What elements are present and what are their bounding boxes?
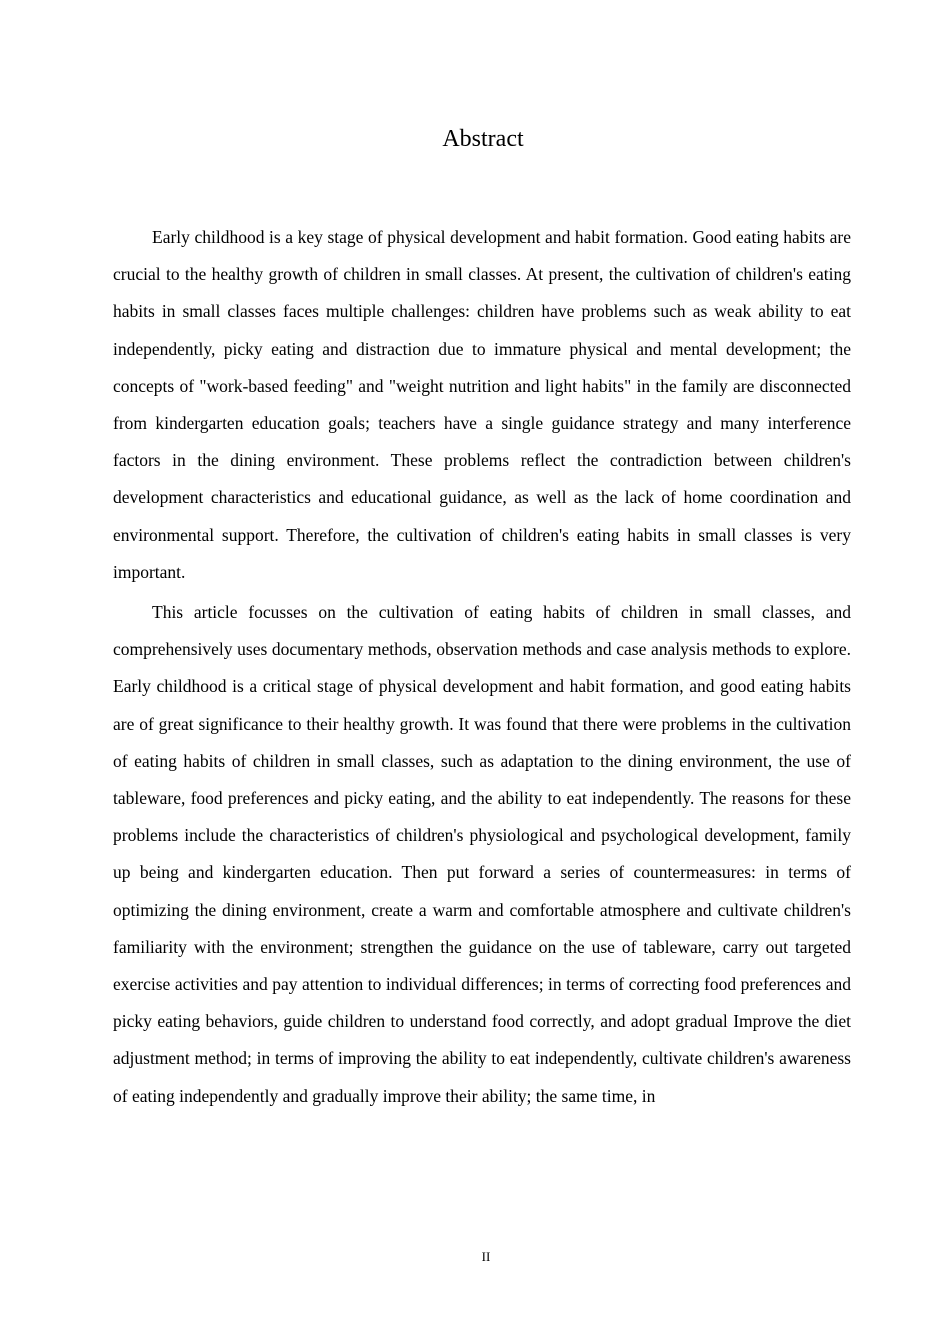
abstract-paragraph-1: Early childhood is a key stage of physical development and habit formation. Good eating habits are crucial to the healthy growth of children in small classes. At present, the cultivation of children's eating habits in small classes faces multiple challenges: children have problems such as weak ability to eat independently, picky eating and distraction due to immature physical and mental development; the concepts of "work-based feeding" and "weight nutrition and light habits" in the family are disconnected from kindergarten education goals; teachers have a single guidance strategy and many interference factors in the dining environment. These problems reflect the contradiction between children's development characteristics and educational guidance, as well as the lack of home coordination and environmental support. Therefore, the cultivation of children's eating habits in small classes is very important. — [113, 227, 851, 582]
page-number: II — [481, 1249, 491, 1264]
abstract-body — [113, 219, 851, 1118]
abstract-paragraph-2: This article focusses on the cultivation of eating habits of children in small classes, and comprehensively uses documentary methods, observation methods and case analysis methods to explore. Early childhood is a critical stage of physical development and habit formation, and good eating habits are of great significance to their healthy growth. It was found that there were problems in the cultivation of eating habits of children in small classes, such as adaptation to the dining environment, the use of tableware, food preferences and picky eating, and the ability to eat independently. The reasons for these problems include the characteristics of children's physiological and psychological development, family up being and kindergarten education. Then put forward a series of countermeasures: in terms of optimizing the dining environment, create a warm and comfortable atmosphere and cultivate children's familiarity with the environment; strengthen the guidance on the use of tableware, carry out targeted exercise activities and pay attention to individual differences; in terms of correcting food preferences and picky eating behaviors, guide children to understand food correctly, and adopt gradual Improve the diet adjustment method; in terms of improving the ability to eat independently, cultivate children's awareness of eating independently and gradually improve their ability; the same time, in — [113, 602, 851, 1106]
page-title: Abstract — [442, 126, 524, 152]
